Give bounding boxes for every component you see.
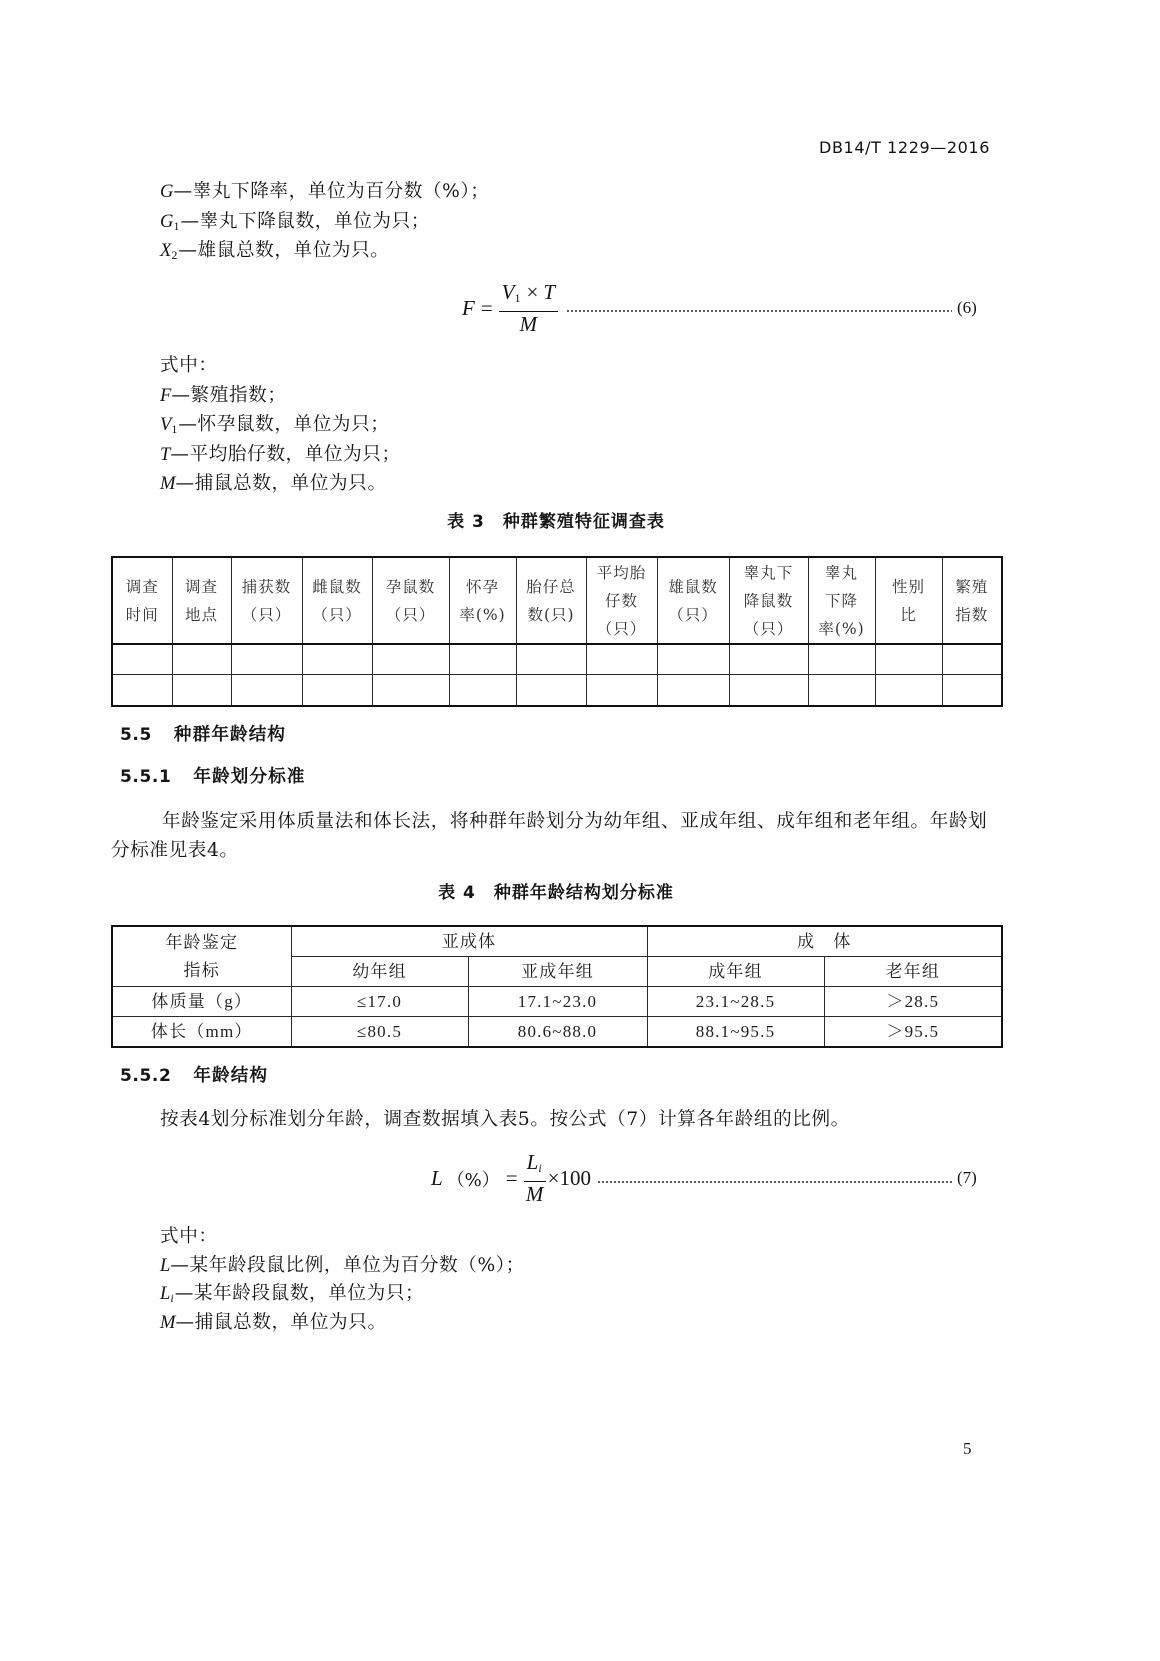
denominator-symbol: M xyxy=(525,1182,544,1206)
section-number: 5.5 xyxy=(120,725,152,745)
table-row xyxy=(112,987,1002,1017)
definition-row xyxy=(160,469,401,499)
table-header-cell: 孕鼠数 （只） xyxy=(372,557,449,644)
definition-text: —某年龄段鼠数，单位为只； xyxy=(174,1283,425,1305)
table-cell: ≤17.0 xyxy=(291,987,468,1017)
numerator-symbol: V xyxy=(501,280,515,304)
table-cell: ＞28.5 xyxy=(824,987,1002,1017)
table-cell: 17.1~23.0 xyxy=(468,987,647,1017)
definition-list-formula-6 xyxy=(160,351,401,499)
table-cell xyxy=(449,675,516,707)
formula-6-fraction xyxy=(499,281,558,336)
table-row-label: 体长（mm） xyxy=(112,1017,291,1048)
numerator-symbol: T xyxy=(543,280,556,304)
table-header-cell: 平均胎 仔数 （只） xyxy=(586,557,657,644)
symbol: G xyxy=(160,210,174,232)
table-cell xyxy=(112,675,172,707)
table-cell xyxy=(516,675,586,707)
formula-7-fraction xyxy=(524,1151,546,1206)
section-number: 5.5.2 xyxy=(120,1066,172,1086)
section-title: 年龄划分标准 xyxy=(193,767,306,787)
table-header-cell: 繁殖 指数 xyxy=(942,557,1002,644)
table-row xyxy=(112,1017,1002,1048)
symbol: T xyxy=(160,443,171,465)
document-code-header: DB14/T 1229—2016 xyxy=(819,138,990,157)
table-cell xyxy=(942,644,1002,675)
table-cell: 80.6~88.0 xyxy=(468,1017,647,1048)
table-cell xyxy=(657,675,729,707)
symbol: L xyxy=(160,1254,171,1276)
equals-sign: = xyxy=(505,1166,518,1190)
symbol: G xyxy=(160,181,174,202)
table-group-header: 亚成体 xyxy=(291,926,647,957)
table-header-cell: 亚成年组 xyxy=(468,957,647,987)
symbol: M xyxy=(160,1312,176,1334)
dot-leader xyxy=(597,1180,952,1184)
section-title: 年龄结构 xyxy=(193,1066,269,1086)
table-cell xyxy=(302,644,372,675)
table-header-cell: 怀孕 率(%) xyxy=(449,557,516,644)
table-cell xyxy=(231,675,302,707)
table-cell: 23.1~28.5 xyxy=(647,987,824,1017)
table-cell xyxy=(172,644,231,675)
table-group-header: 成 体 xyxy=(647,926,1002,957)
definition-text: —捕鼠总数，单位为只。 xyxy=(175,1312,387,1334)
paragraph-age-structure: 按表4划分标准划分年龄，调查数据填入表5。按公式（7）计算各年龄组的比例。 xyxy=(160,1109,850,1130)
table-cell xyxy=(516,644,586,675)
table-header-cell: 雌鼠数 （只） xyxy=(302,557,372,644)
definition-text: —怀孕鼠数，单位为只； xyxy=(178,414,390,435)
table-cell xyxy=(586,675,657,707)
symbol: M xyxy=(160,473,176,494)
table-header-cell: 睾丸下 降鼠数 （只） xyxy=(729,557,808,644)
symbol: L xyxy=(160,1283,171,1305)
table-header-cell: 睾丸 下降 率(%) xyxy=(808,557,875,644)
table-4 xyxy=(111,925,1003,1048)
symbol: X xyxy=(160,240,172,261)
equals-sign: = xyxy=(480,296,493,320)
table-header-cell: 雄鼠数 （只） xyxy=(657,557,729,644)
fraction-numerator xyxy=(499,281,558,312)
table-header-cell: 老年组 xyxy=(824,957,1002,987)
definition-row xyxy=(160,410,401,440)
definition-row xyxy=(160,177,490,207)
formula-7-lhs-unit: （%） xyxy=(446,1169,500,1191)
table-cell xyxy=(808,675,875,707)
numerator-symbol: L xyxy=(526,1150,539,1174)
equation-number: (6) xyxy=(957,298,977,317)
table-cell xyxy=(808,644,875,675)
table-header-cell: 胎仔总 数(只) xyxy=(516,557,586,644)
section-heading-5-5-1 xyxy=(120,763,306,791)
table-cell xyxy=(729,675,808,707)
where-label: 式中： xyxy=(160,355,218,376)
section-heading-5-5 xyxy=(120,721,286,749)
table-header-cell: 调查 地点 xyxy=(172,557,231,644)
fraction-denominator xyxy=(526,1182,544,1206)
table-cell xyxy=(875,675,942,707)
table-cell xyxy=(112,644,172,675)
table-corner-cell: 年龄鉴定 指标 xyxy=(112,926,291,987)
definition-text: —睾丸下降鼠数，单位为只； xyxy=(180,210,430,232)
table-cell xyxy=(231,644,302,675)
table-header-cell: 调查 时间 xyxy=(112,557,172,644)
formula-6 xyxy=(462,280,558,336)
definition-row xyxy=(160,207,490,237)
symbol-subscript: 2 xyxy=(171,248,178,262)
definition-text: —繁殖指数； xyxy=(171,384,287,406)
table-header-cell: 性别 比 xyxy=(875,557,942,644)
table-cell: ≤80.5 xyxy=(291,1017,468,1048)
numerator-subscript: i xyxy=(538,1161,542,1175)
formula-6-lhs: F xyxy=(462,296,475,320)
definition-text: —雄鼠总数，单位为只。 xyxy=(178,240,390,261)
numerator-subscript: 1 xyxy=(514,291,521,305)
times-sign: × xyxy=(547,1166,560,1190)
table-row xyxy=(112,675,1002,707)
table-4-title: 表 4 种群年龄结构划分标准 xyxy=(438,883,674,903)
table-cell xyxy=(302,675,372,707)
definition-row xyxy=(160,440,401,470)
table-3-title: 表 3 种群繁殖特征调查表 xyxy=(447,512,665,532)
fraction-denominator xyxy=(520,312,538,336)
paragraph-age-standard: 年龄鉴定采用体质量法和体长法，将种群年龄划分为幼年组、亚成年组、成年组和老年组。年龄划分标准见表4。 xyxy=(111,811,988,861)
table-cell xyxy=(586,644,657,675)
definition-text: —捕鼠总数，单位为只。 xyxy=(175,473,387,494)
table-cell xyxy=(372,675,449,707)
where-label: 式中： xyxy=(160,1226,218,1247)
table-header-cell: 捕获数 （只） xyxy=(231,557,302,644)
table-header-cell: 成年组 xyxy=(647,957,824,987)
symbol: F xyxy=(160,384,172,406)
table-cell xyxy=(942,675,1002,707)
definition-text: —平均胎仔数，单位为只； xyxy=(170,443,401,465)
table-cell xyxy=(172,675,231,707)
table-cell xyxy=(729,644,808,675)
fraction-numerator xyxy=(524,1151,546,1182)
section-title: 种群年龄结构 xyxy=(173,725,287,745)
formula-7-lhs: L xyxy=(431,1166,443,1190)
table-cell xyxy=(449,644,516,675)
symbol-subscript: 1 xyxy=(171,422,178,436)
equation-number: (7) xyxy=(957,1168,977,1187)
section-number: 5.5.1 xyxy=(120,767,172,787)
times-sign: × xyxy=(526,280,539,304)
page-number: 5 xyxy=(963,1439,972,1458)
definition-text: —睾丸下降率，单位为百分数（%）； xyxy=(173,181,490,202)
definition-row xyxy=(160,236,490,266)
symbol-subscript: 1 xyxy=(173,218,180,233)
dot-leader xyxy=(566,309,952,313)
table-cell: ＞95.5 xyxy=(824,1017,1002,1048)
table-header-row xyxy=(112,557,1002,644)
table-3 xyxy=(111,556,1003,707)
definition-text: —某年龄段鼠比例，单位为百分数（%）； xyxy=(170,1254,525,1276)
table-row xyxy=(112,644,1002,675)
section-heading-5-5-2 xyxy=(120,1062,268,1090)
factor: 100 xyxy=(559,1166,592,1190)
table-cell xyxy=(657,644,729,675)
definition-list-top xyxy=(160,177,490,266)
formula-7 xyxy=(431,1150,592,1206)
symbol-subscript: i xyxy=(170,1291,174,1306)
definition-row xyxy=(160,381,401,411)
definition-row xyxy=(160,1309,525,1338)
table-cell xyxy=(372,644,449,675)
table-header-cell: 幼年组 xyxy=(291,957,468,987)
table-header-row xyxy=(112,926,1002,957)
definition-list-formula-7 xyxy=(160,1223,525,1338)
definition-row xyxy=(160,1280,525,1309)
table-cell: 88.1~95.5 xyxy=(647,1017,824,1048)
table-row-label: 体质量（g） xyxy=(112,987,291,1017)
symbol: V xyxy=(160,414,172,435)
definition-row xyxy=(160,1252,525,1281)
table-cell xyxy=(875,644,942,675)
denominator-symbol: M xyxy=(519,312,538,336)
